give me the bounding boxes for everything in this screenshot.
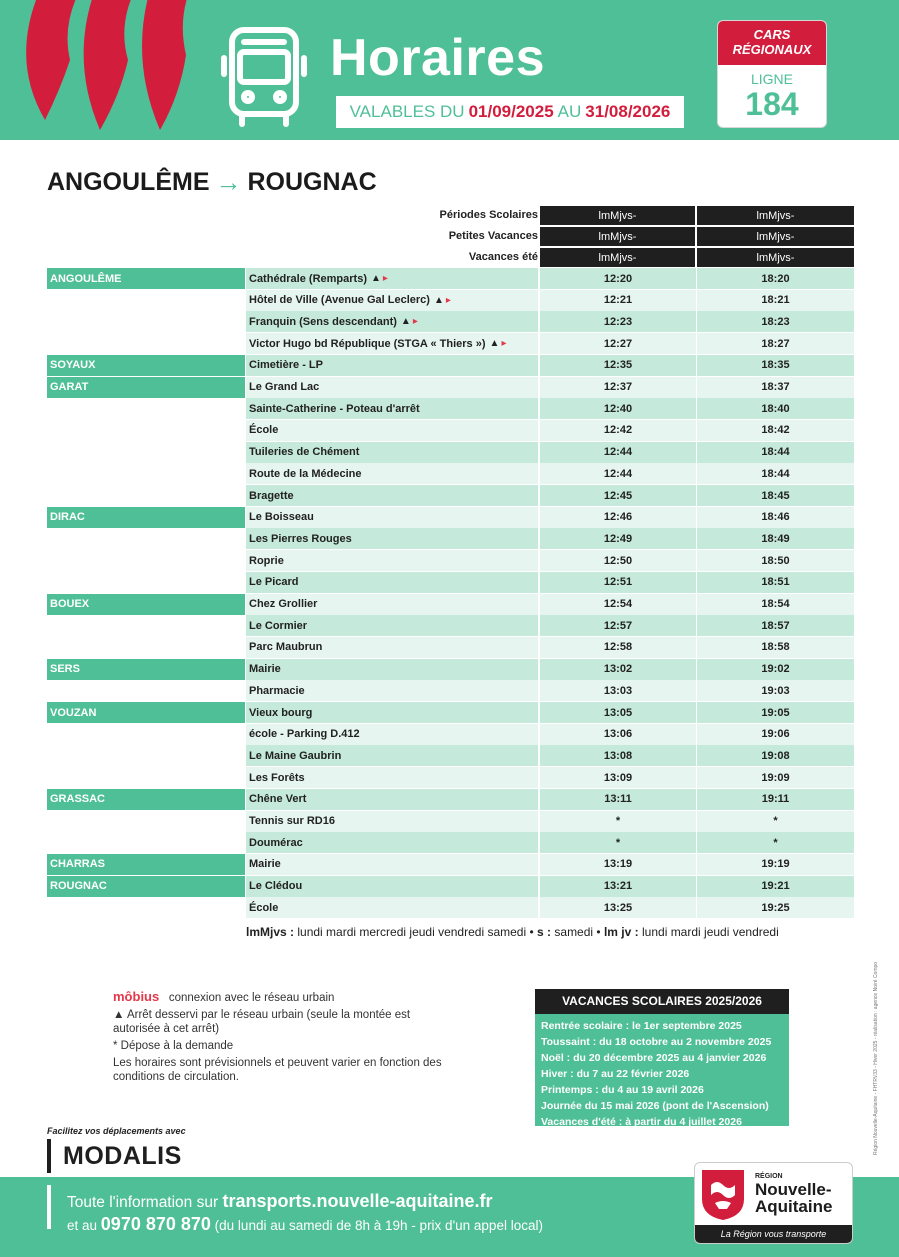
holiday-item: Rentrée scolaire : le 1er septembre 2025: [541, 1020, 742, 1032]
time-cell-col2: 18:44: [697, 442, 854, 463]
route-arrow-icon: →: [215, 167, 242, 197]
time-cell-col2: 18:54: [697, 594, 854, 615]
legend-val-1: lundi mardi mercredi jeudi vendredi samedi: [297, 925, 527, 939]
stop-cell: [246, 355, 538, 376]
stop-name: Le Grand Lac: [249, 381, 320, 393]
table-row: [47, 398, 854, 419]
time-cell-col2: 18:57: [697, 615, 854, 636]
time-cell-col1: 13:21: [540, 876, 696, 897]
stop-name: Tuileries de Chément: [249, 446, 360, 459]
page-title: Horaires: [330, 29, 545, 87]
time-cell-col2: 18:27: [697, 333, 854, 354]
table-row: [47, 702, 854, 723]
stop-name: Chêne Vert: [249, 793, 307, 806]
time-cell-col1: *: [540, 811, 696, 832]
time-cell-col2: 18:35: [697, 355, 854, 376]
stop-cell: [246, 550, 538, 571]
table-row: [47, 268, 854, 289]
line-card: [717, 20, 827, 128]
stop-cell: [246, 659, 538, 680]
table-row: [47, 637, 854, 658]
school-holidays-box: [535, 989, 789, 1126]
stop-cell: [246, 420, 538, 441]
stop-name: Le Maine Gaubrin: [249, 749, 342, 762]
time-cell-col2: 19:19: [697, 854, 854, 875]
table-row: [47, 290, 854, 311]
table-row: [47, 420, 854, 441]
stop-name: Doumérac: [249, 836, 303, 849]
time-cell-col1: 12:51: [540, 572, 696, 593]
stop-name: école - Parking D.412: [249, 728, 360, 741]
time-cell-col2: 18:58: [697, 637, 854, 658]
time-cell-col2: 18:20: [697, 268, 854, 289]
time-cell-col2: 19:21: [697, 876, 854, 897]
time-cell-col1: 12:50: [540, 550, 696, 571]
time-cell-col1: 12:54: [540, 594, 696, 615]
stop-cell: [246, 854, 538, 875]
stop-name: Pharmacie: [249, 684, 305, 697]
stop-cell: [246, 507, 538, 528]
table-row: [47, 811, 854, 832]
note-star: * Dépose à la demande: [113, 1040, 234, 1052]
note-disclaimer: Les horaires sont prévisionnels et peuvent varier en fonction des conditions de circulation.: [113, 1057, 442, 1083]
mobius-icon: ▸: [501, 338, 507, 350]
time-cell-col2: 19:11: [697, 789, 854, 810]
route-title: [47, 167, 377, 198]
stop-name: Sainte-Catherine - Poteau d'arrêt: [249, 402, 420, 415]
stop-cell: [246, 398, 538, 419]
days-legend: [246, 925, 779, 939]
time-cell-col1: 12:49: [540, 528, 696, 549]
cars-line1: CARS: [753, 27, 791, 42]
table-row: [47, 876, 854, 897]
commune-label: GARAT: [47, 377, 245, 398]
stop-name: Le Boisseau: [249, 511, 314, 524]
stop-cell: [246, 789, 538, 810]
time-cell-col2: 18:50: [697, 550, 854, 571]
table-row: [47, 485, 854, 506]
mobius-logo: môbius: [113, 989, 160, 1004]
notes: [113, 990, 453, 1087]
stop-name: École: [249, 424, 279, 437]
table-row: [47, 311, 854, 332]
table-row: [47, 507, 854, 528]
time-cell-col1: 12:37: [540, 377, 696, 398]
region-shield-icon: [701, 1169, 745, 1221]
stop-name: Mairie: [249, 858, 281, 871]
stop-cell: [246, 615, 538, 636]
footer-bar: [47, 1185, 51, 1229]
cars-line2: RÉGIONAUX: [732, 42, 812, 57]
stop-name: Victor Hugo bd République (STGA « Thiers »): [249, 337, 486, 350]
stop-cell: [246, 897, 538, 918]
time-cell-col1: 13:11: [540, 789, 696, 810]
swoosh-graphic: [0, 0, 200, 140]
stop-cell: [246, 832, 538, 853]
stop-name: Hôtel de Ville (Avenue Gal Leclerc): [249, 294, 430, 307]
period-days-col2: lmMjvs-: [697, 248, 854, 267]
commune-label: ROUGNAC: [47, 876, 245, 897]
stop-cell: [246, 745, 538, 766]
period-days-col1: lmMjvs-: [540, 248, 695, 267]
stop-cell: [246, 724, 538, 745]
time-cell-col2: 19:06: [697, 724, 854, 745]
stop-name: Tennis sur RD16: [249, 815, 335, 827]
period-days-col2: lmMjvs-: [697, 227, 854, 246]
stop-cell: [246, 702, 538, 723]
legend-val-3: lundi mardi jeudi vendredi: [642, 925, 779, 939]
stop-name: École: [249, 901, 279, 914]
table-row: [47, 550, 854, 571]
holiday-item: Journée du 15 mai 2026 (pont de l'Ascension): [541, 1100, 769, 1112]
stop-cell: [246, 594, 538, 615]
period-days-col2: lmMjvs-: [697, 206, 854, 225]
holiday-item: Hiver : du 7 au 22 février 2026: [541, 1068, 690, 1080]
urban-stop-triangle-icon: ▲: [489, 338, 500, 350]
commune-label: DIRAC: [47, 507, 245, 528]
modalis-logo: [47, 1138, 182, 1174]
footer-line-2: [67, 1214, 543, 1235]
time-cell-col1: 13:09: [540, 767, 696, 788]
footer-phone-link[interactable]: 0970 870 870: [100, 1214, 211, 1234]
legend-key-2: s :: [537, 925, 552, 939]
time-cell-col1: 13:25: [540, 897, 696, 918]
region-logo: [694, 1162, 853, 1244]
footer-prefix: Toute l'information sur: [67, 1194, 219, 1211]
time-cell-col1: 12:23: [540, 311, 696, 332]
holiday-item: Printemps : du 4 au 19 avril 2026: [541, 1084, 704, 1096]
holiday-item: Noël : du 20 décembre 2025 au 4 janvier 2026: [541, 1052, 767, 1064]
table-row: [47, 333, 854, 354]
time-cell-col1: 13:06: [540, 724, 696, 745]
line-label: LIGNE: [750, 71, 793, 87]
time-cell-col2: 18:42: [697, 420, 854, 441]
header-band: [0, 0, 899, 140]
table-row: [47, 680, 854, 701]
route-to: ROUGNAC: [247, 168, 377, 196]
stop-name: Le Cormier: [249, 619, 308, 632]
time-cell-col1: 12:44: [540, 442, 696, 463]
time-cell-col1: 12:44: [540, 463, 696, 484]
line-number: 184: [745, 86, 799, 122]
mobius-text: connexion avec le réseau urbain: [168, 992, 335, 1004]
note-triangle: ▲ Arrêt desservi par le réseau urbain (seule la montée est autorisée à cet arrêt): [113, 1009, 411, 1035]
stop-cell: [246, 680, 538, 701]
modalis-name: MODALIS: [63, 1141, 182, 1170]
time-cell-col1: 12:20: [540, 268, 696, 289]
table-row: [47, 572, 854, 593]
region-small-label: RÉGION: [755, 1173, 783, 1180]
time-cell-col2: *: [697, 832, 854, 853]
stop-name: Cimetière - LP: [249, 359, 323, 372]
time-cell-col2: 19:08: [697, 745, 854, 766]
stop-name: Chez Grollier: [249, 598, 318, 610]
stop-name: Le Picard: [249, 576, 299, 589]
commune-label: SERS: [47, 659, 245, 680]
time-cell-col1: *: [540, 832, 696, 853]
mobius-icon: ▸: [412, 316, 418, 328]
validity-banner: [336, 96, 684, 128]
holiday-item: Toussaint : du 18 octobre au 2 novembre 2025: [541, 1036, 772, 1048]
validity-to: 31/08/2026: [585, 102, 671, 121]
time-cell-col1: 12:21: [540, 290, 696, 311]
time-cell-col1: 12:45: [540, 485, 696, 506]
legend-key-3: lm jv :: [603, 925, 639, 939]
route-from: ANGOULÊME: [47, 168, 210, 196]
table-row: [47, 377, 854, 398]
commune-label: CHARRAS: [47, 854, 245, 875]
commune-label: ANGOULÊME: [47, 268, 245, 289]
commune-label: VOUZAN: [47, 702, 245, 723]
region-name-2: Aquitaine: [755, 1197, 833, 1216]
print-credits-text: Région Nouvelle-Aquitaine - FHTRV33 - Hiver 2025 - réalisation : agence Noiré Compo: [873, 961, 879, 1155]
bus-icon: [218, 22, 310, 130]
time-cell-col2: 18:23: [697, 311, 854, 332]
validity-from: 01/09/2025: [468, 102, 554, 121]
holiday-item: Vacances d'été : à partir du 4 juillet 2026: [541, 1116, 742, 1128]
time-cell-col1: 12:27: [540, 333, 696, 354]
table-row: [47, 355, 854, 376]
stop-name: Cathédrale (Remparts): [249, 272, 367, 285]
legend-sep-1: •: [529, 925, 534, 939]
time-cell-col2: 18:46: [697, 507, 854, 528]
time-cell-col2: 19:25: [697, 897, 854, 918]
stop-cell: [246, 637, 538, 658]
time-cell-col1: 12:57: [540, 615, 696, 636]
table-row: [47, 594, 854, 615]
period-label: Petites Vacances: [448, 230, 538, 242]
time-cell-col1: 12:58: [540, 637, 696, 658]
line-card-cars: [718, 21, 826, 65]
stop-name: Franquin (Sens descendant): [249, 315, 397, 328]
time-cell-col2: 19:05: [697, 702, 854, 723]
period-label: Vacances été: [468, 251, 538, 263]
table-row: [47, 854, 854, 875]
time-cell-col2: 19:09: [697, 767, 854, 788]
time-cell-col2: 19:03: [697, 680, 854, 701]
time-cell-col1: 12:46: [540, 507, 696, 528]
period-label: Périodes Scolaires: [439, 209, 538, 221]
time-cell-col1: 13:03: [540, 680, 696, 701]
stop-cell: [246, 268, 538, 289]
print-credits: [868, 925, 880, 1155]
modalis-bar: [47, 1139, 51, 1173]
school-holidays-list: [535, 1014, 789, 1134]
school-holidays-title: VACANCES SCOLAIRES 2025/2026: [535, 989, 789, 1014]
table-row: [47, 528, 854, 549]
stop-cell: [246, 528, 538, 549]
stop-name: Parc Maubrun: [249, 641, 323, 654]
urban-stop-triangle-icon: ▲: [400, 316, 411, 328]
time-cell-col2: 18:44: [697, 463, 854, 484]
stop-cell: [246, 876, 538, 897]
footer-phone-prefix: et au: [67, 1218, 98, 1233]
table-row: [47, 832, 854, 853]
stop-cell: [246, 767, 538, 788]
stop-name: Les Forêts: [249, 771, 305, 784]
table-row: [47, 615, 854, 636]
period-days-col1: lmMjvs-: [540, 227, 695, 246]
time-cell-col2: 18:21: [697, 290, 854, 311]
modalis-intro: Facilitez vos déplacements avec: [47, 1126, 186, 1136]
time-cell-col1: 12:42: [540, 420, 696, 441]
stop-cell: [246, 811, 538, 832]
stop-name: Vieux bourg: [249, 706, 313, 719]
urban-stop-triangle-icon: ▲: [370, 273, 381, 284]
legend-key-1: lmMjvs :: [246, 925, 295, 939]
stop-cell: [246, 463, 538, 484]
stop-name: Route de la Médecine: [249, 467, 362, 480]
stop-cell: [246, 311, 538, 332]
table-row: [47, 659, 854, 680]
stop-name: Bragette: [249, 489, 294, 502]
time-cell-col2: 18:49: [697, 528, 854, 549]
time-cell-col1: 13:05: [540, 702, 696, 723]
stop-cell: [246, 290, 538, 311]
region-tagline: La Région vous transporte: [695, 1225, 852, 1243]
commune-label: BOUEX: [47, 594, 245, 615]
table-row: [47, 789, 854, 810]
footer-phone-suffix: (du lundi au samedi de 8h à 19h - prix d'un appel local): [214, 1218, 543, 1233]
table-row: [47, 767, 854, 788]
time-cell-col2: 19:02: [697, 659, 854, 680]
commune-label: SOYAUX: [47, 355, 245, 376]
table-row: [47, 463, 854, 484]
table-row: [47, 724, 854, 745]
legend-sep-2: •: [596, 925, 601, 939]
time-cell-col2: 18:51: [697, 572, 854, 593]
stop-cell: [246, 442, 538, 463]
stop-name: Roprie: [249, 554, 284, 567]
footer-url-link[interactable]: transports.nouvelle-aquitaine.fr: [222, 1191, 493, 1211]
stop-name: Le Clédou: [249, 880, 303, 893]
footer-line-1: [67, 1191, 493, 1212]
time-cell-col2: *: [697, 811, 854, 832]
time-cell-col1: 13:19: [540, 854, 696, 875]
validity-mid: AU: [557, 102, 582, 121]
time-cell-col2: 18:40: [697, 398, 854, 419]
stop-cell: [246, 572, 538, 593]
table-row: [47, 897, 854, 918]
table-row: [47, 442, 854, 463]
time-cell-col1: 13:08: [540, 745, 696, 766]
mobius-icon: ▸: [445, 294, 451, 306]
stop-cell: [246, 485, 538, 506]
period-days-col1: lmMjvs-: [540, 206, 695, 225]
stop-cell: [246, 333, 538, 354]
commune-label: GRASSAC: [47, 789, 245, 810]
time-cell-col1: 12:40: [540, 398, 696, 419]
time-cell-col2: 18:37: [697, 377, 854, 398]
note-mobius: [113, 990, 453, 1005]
time-cell-col1: 12:35: [540, 355, 696, 376]
region-name-1: Nouvelle-: [755, 1180, 832, 1199]
validity-prefix: VALABLES DU: [349, 102, 465, 121]
urban-stop-triangle-icon: ▲: [433, 294, 444, 306]
mobius-icon: ▸: [382, 273, 388, 284]
time-cell-col1: 13:02: [540, 659, 696, 680]
stop-cell: [246, 377, 538, 398]
legend-val-2: samedi: [554, 925, 594, 939]
stop-name: Les Pierres Rouges: [249, 532, 352, 545]
time-cell-col2: 18:45: [697, 485, 854, 506]
table-row: [47, 745, 854, 766]
stop-name: Mairie: [249, 663, 281, 676]
